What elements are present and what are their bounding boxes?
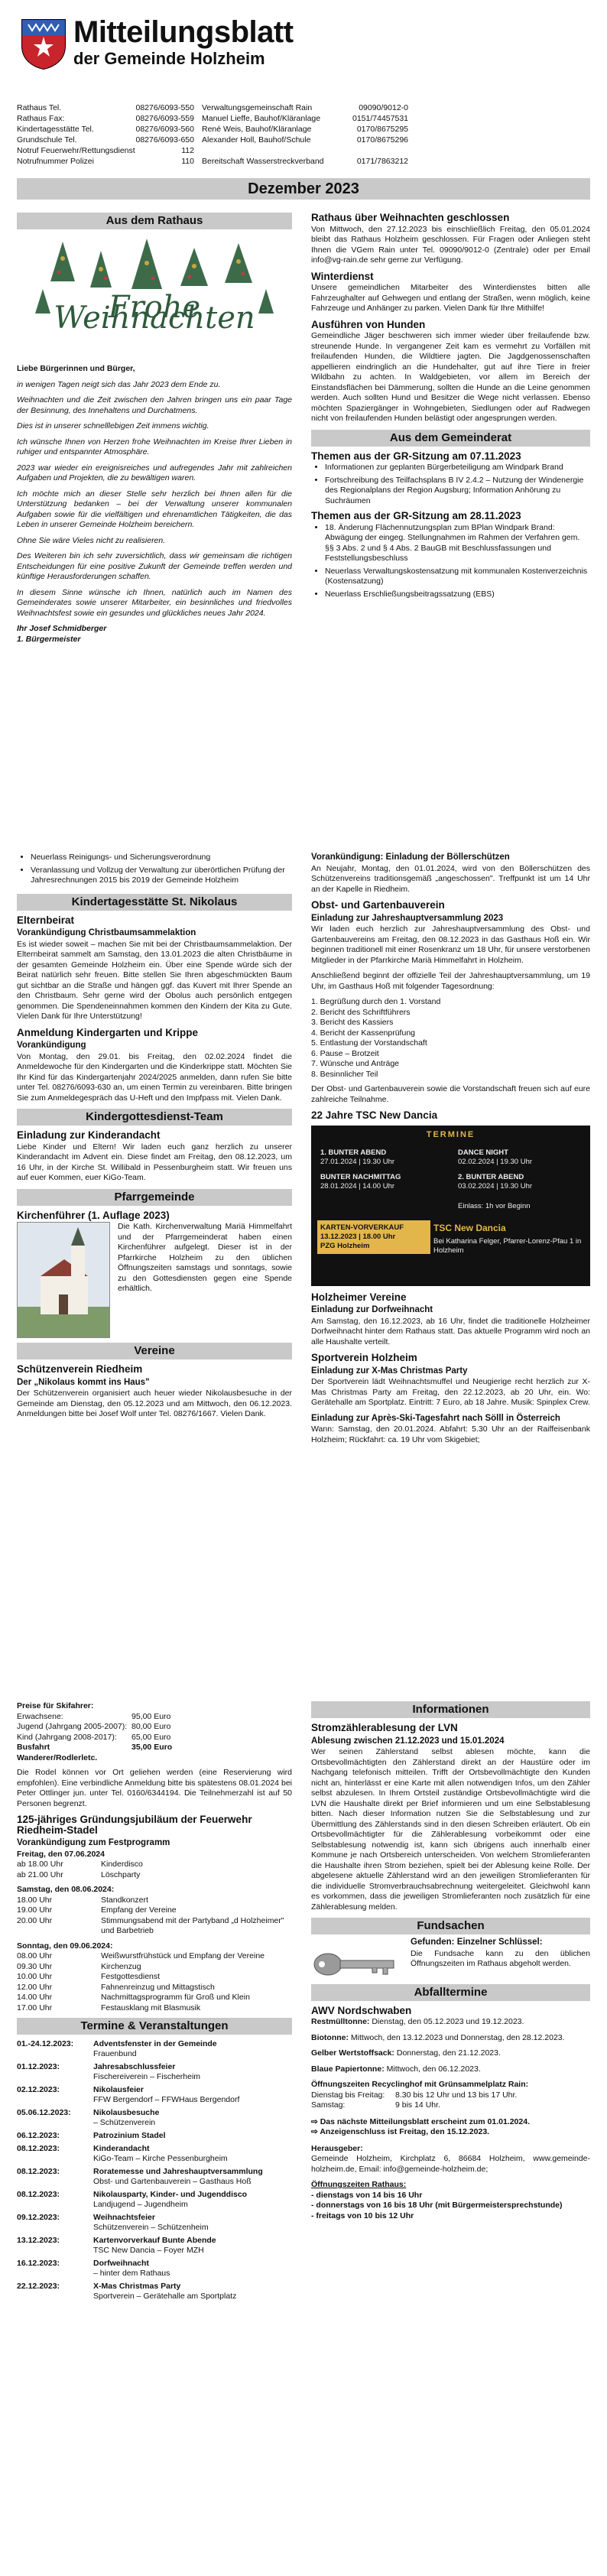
poster-club: TSC New Dancia [433,1222,506,1233]
subsection-title: Einladung zur Après-Ski-Tagesfahrt nach Sölll in Österreich [311,1413,560,1423]
event-row: 05.06.12.2023: Nikolausbesuche – Schützenverein [17,2108,160,2127]
event-row: 08.12.2023: Kinderandacht KiGo-Team – Kirche Pessenburgheim [17,2144,228,2163]
agenda-item: 3. Bericht des Kassiers [311,1018,394,1027]
program-row: 17.00 Uhr Festausklang mit Blasmusik [17,2003,201,2012]
church-guide-image [17,1222,110,1338]
program-row: 10.00 Uhr Festgottesdienst [17,1972,161,1981]
greeting-image-text: Frohe Weihnachten [54,290,255,336]
poster-event-date: 28.01.2024 | 14.00 Uhr [320,1181,395,1191]
hours-row: - donnerstags von 16 bis 18 Uhr (mit Bürgermeistersprechstunde) [311,2201,563,2210]
subsection-title: Einladung zur X-Mas Christmas Party [311,1366,468,1376]
recycling-heading: Öffnungszeiten Recyclinghof mit Grünsammelplatz Rain: [311,2080,529,2089]
section-heading: Fundsachen [311,1918,590,1934]
signature-title: 1. Bürgermeister [17,634,81,644]
subsection-title: Gefunden: Einzelner Schlüssel: [411,1938,543,1947]
section-title: Einladung zur Kinderandacht [17,1129,161,1141]
hours-heading: Öffnungszeiten Rathaus: [311,2180,407,2189]
contact-row: Rathaus Tel. 08276/6093-550 [17,103,194,112]
month-banner: Dezember 2023 [17,178,590,200]
program-day: Sonntag, den 09.06.2024: [17,1941,113,1951]
contact-row: Rathaus Fax: 08276/6093-559 [17,114,194,123]
subsection-title: Vorankündigung zum Festprogramm [17,1838,170,1847]
signature: Ihr Josef Schmidberger [17,624,107,633]
paragraph: Liebe Kinder und Eltern! Wir laden euch ganz herzlich zu unserer Kinderandacht im Advent ein. Diese findet am Freitag, den 08.12.2023, um 16 Uhr, in der Kirche St. Willibald in Pessenburgheim statt. Wir freuen uns auf euer Kommen, euer KiGo-Team. [17,1142,292,1182]
salutation: Liebe Bürgerinnen und Bürger, [17,364,135,373]
hours-row: - dienstags von 14 bis 16 Uhr [311,2190,423,2200]
letter-paragraph: 2023 war wieder ein ereignisreiches und aufregendes Jahr mit zahlreichen Aufgaben und Projekten, die zu bewältigen waren. [17,463,292,482]
poster-event-date: 27.01.2024 | 19.30 Uhr [320,1157,395,1166]
section-title: Themen aus der GR-Sitzung am 28.11.2023 [311,510,521,521]
section-title: 22 Jahre TSC New Dancia [311,1109,438,1121]
section-title: Ausführen von Hunden [311,318,426,330]
contact-row: Verwaltungsgemeinschaft Rain 09090/9012-0 [202,103,408,112]
poster-event: 2. BUNTER ABEND [458,1172,524,1181]
section-title: Winterdienst [311,270,374,282]
program-row: 08.00 Uhr Weißwurstfrühstück und Empfang der Vereine [17,1951,265,1960]
section-heading: Aus dem Gemeinderat [311,430,590,447]
event-row: 16.12.2023: Dorfweihnacht – hinter dem Rathaus [17,2259,170,2278]
agenda-item: 5. Entlastung der Vorstandschaft [311,1038,427,1048]
paragraph: Unsere gemeindlichen Mitarbeiter des Winterdienstes bitten alle Fahrzeughalter auf Gehwegen und entlang der Straßen, wenn möglich, keine Fahrzeuge und Anhänger zu parken. Vielen Dank für Ihre Mithilfe! [311,283,590,313]
price-row: Kind (Jahrgang 2008-2017): 65,00 Euro [17,1732,171,1742]
section-title: Elternbeirat [17,914,75,926]
program-day: Samstag, den 08.06.2024: [17,1885,115,1894]
waste-row: Biotonne: Mittwoch, den 13.12.2023 und Donnerstag, den 28.12.2023. [311,2032,565,2042]
program-row: ab 18.00 Uhr Kinderdisco [17,1860,143,1869]
section-title: Rathaus über Weihnachten geschlossen [311,212,510,223]
paragraph: Der Schützenverein organisiert auch heuer wieder Nikolausbesuche in der Gemeinde am Dienstag, den 05.12.2023 und am Mittwoch, den 06.12.2023. Anmeldungen bitte bei Josef Wolf unter Tel. 08276/1667. Vielen Dank. [17,1389,292,1418]
section-heading: Vereine [17,1343,292,1359]
subsection-title: Ablesung zwischen 21.12.2023 und 15.01.2024 [311,1736,505,1746]
contact-row: Notrufnummer Polizei 110 [17,157,194,166]
contact-row: René Weis, Bauhof/Kläranlage 0170/8675295 [202,125,408,134]
deadline-note: ⇨ Anzeigenschluss ist Freitag, den 15.12.2023. [311,2127,490,2136]
paragraph: Die Fundsache kann zu den üblichen Öffnungszeiten im Rathaus abgeholt werden. [411,1948,590,1968]
section-title: Obst- und Gartenbauverein [311,899,445,911]
next-issue-note: ⇨ Das nächste Mitteilungsblatt erscheint zum 01.01.2024. [311,2116,530,2126]
event-row: 08.12.2023: Nikolausparty, Kinder- und Jugenddisco Landjugend – Jugendheim [17,2190,248,2209]
subsection-title: Vorankündigung Christbaumsammelaktion [17,928,196,937]
poster-event-date: 03.02.2024 | 19.30 Uhr [458,1181,533,1191]
poster-presale-date: 13.12.2023 | 18.00 Uhr [320,1232,396,1241]
event-row: 06.12.2023: Patrozinium Stadel [17,2131,166,2140]
section-title: Holzheimer Vereine [311,1291,407,1303]
letter-paragraph: Weihnachten und die Zeit zwischen den Jahren bringen uns ein paar Tage der Besinnung, des Innehaltens und Durchatmens. [17,395,292,415]
section-title: Stromzählerablesung der LVN [311,1722,458,1733]
publication-title: Mitteilungsblatt [73,15,294,49]
rathaus-column [17,213,292,645]
paragraph: Wir laden euch herzlich zur Jahreshauptversammlung des Obst- und Gartenbauvereins am Freitag, den 08.12.2023 in das Gasthaus Hoß ein. Wir beginnen traditionell mit einer Rosenkranz um 18 Uhr, für unsere verstorbenen Mitglieder in der Pfarrkirche Mariä Himmelfahrt in Holzheim. [311,924,590,965]
list-item: • Informationen zur geplanten Bürgerbeteiligung am Windpark Brand [325,463,590,473]
section-heading: Kindertagesstätte St. Nikolaus [17,894,292,911]
list-item: • 18. Änderung Flächennutzungsplan zum BPlan Windpark Brand: Abwägung der eingeg. Stellungnahmen im Rahmen der Verfahren gem. §§ 3 Abs. 2 und § 4 Abs. 2 BauGB mit Beschlussfassungen und Feststellungsbeschluss [325,523,590,564]
letter-paragraph: Ich möchte mich an dieser Stelle sehr herzlich bei Ihnen allen für die Unterstützung bedanken – bei der Verwaltung unserer kommunalen Aufgaben sowie für die vielfältigen und ehrenamtlichen Tätigkeiten, die das Leben in unserer Gemeinde Holzheim bereichern. [17,489,292,529]
poster-presale-place: PZG Holzheim [320,1241,370,1250]
paragraph: Von Mittwoch, den 27.12.2023 bis einschließlich Freitag, den 05.01.2024 bleibt das Rathaus Holzheim geschlossen. Für Fragen oder Anliegen steht Ihnen die VGem Rain unter Tel. 09090/9012-0 (Zentrale) oder per Email info@vg-rain.de sehr gerne zur Verfügung. [311,224,590,265]
contacts-left [17,102,194,167]
poster-event: 1. BUNTER ABEND [320,1148,387,1157]
prices-heading: Preise für Skifahrer: [17,1701,94,1710]
agenda-item: 8. Besinnlicher Teil [311,1069,378,1079]
paragraph: Die Rodel können vor Ort geliehen werden (eine Reservierung wird empfohlen). Eine verbindliche Anmeldung bitte bis spätestens 08.01.2024 bei Peter Ottlinger jun. unter Tel. 0160/6344194. Die Teilnehmerzahl ist auf 50 Personen begrenzt. [17,1768,292,1808]
page2-right-column [311,853,590,1450]
coat-of-arms-icon [21,18,67,70]
section-title: 125-jähriges Gründungsjubiläum der Feuerwehr Riedheim-Stadel [17,1814,252,1836]
program-row: 12.00 Uhr Fahnenreinzug und Mittagstisch [17,1982,215,1992]
arrow-icon: ⇨ [311,2116,320,2126]
agenda-item: 1. Begrüßung durch den 1. Vorstand [311,997,441,1006]
contact-row: Manuel Lieffe, Bauhof/Kläranlage 0151/74457531 [202,114,408,123]
program-row: 20.00 Uhr Stimmungsabend mit der Partyband „d Holzheimer" und Barbetrieb [17,1915,284,1935]
subsection-title: Einladung zur Jahreshauptversammlung 2023 [311,913,504,923]
program-row: 14.00 Uhr Nachmittagsprogramm für Groß und Klein [17,1993,250,2002]
list-item: • Fortschreibung des Teilfachsplans B IV 2.4.2 – Nutzung der Windenergie des Regionalplans der Region Augsburg; Information Anhörung zu Suchräumen [325,476,590,507]
price-row: Erwachsene: 95,00 Euro [17,1711,171,1721]
recycling-row: Dienstag bis Freitag: 8.30 bis 12 Uhr und 13 bis 17 Uhr. [311,2090,518,2100]
list-item: • Neuerlass Reinigungs- und Sicherungsverordnung [31,853,292,863]
agenda-item: 2. Bericht des Schriftführers [311,1007,411,1017]
section-title: Schützenverein Riedheim [17,1363,143,1375]
paragraph: Wer seinen Zählerstand selbst ablesen möchte, kann die Ortsbevollmächtigten den Zählerstand direkt an der Haustüre oder im Nachgang telefonisch mitteilen. Trifft der Ortsbevollmächtigte den Kunden nicht an, hinterlässt er eine Karte mit allen notwendigen Infos, um den Zähler selbst abzulesen. In Ihrem Ortsteil zuständige Ortsbevollmächtigte wird die LVN die Haushalte direkt per Brief informieren und um eine Selbstablesung bitten. Nach dieser Information nutzen Sie die Selbstablesung und zur Übermittlung des Zählerstands sind in den diesen Schreiben erläutert. Ob ein Ortsbevollmächtigter für die Zählerablesung vorbeikommt oder eine Selbstablesung notwendig ist, kann sich übrigens auch innerhalb einer Kommune je nach Ortsbereich unterscheiden. Von welchem Stromlieferanten die Haushalte ihren Strom beziehen, spielt bei der Ablesung keine Rolle. Der abgelesene aktuelle Zählerstand wird an den jeweiligen Stromlieferanten für die individuelle Stromverbrauchsabrechnung weitergeleitet. Gleichwohl kann es vorkommen, dass die jeweiligen Stromlieferanten noch zusätzlich für eine Zählerablesung melden. [311,1747,590,1912]
recycling-row: Samstag: 9 bis 14 Uhr. [311,2100,440,2110]
paragraph: Wann: Samstag, den 20.01.2024. Abfahrt: 5.30 Uhr an der Raiffeisenbank Holzheim; Rückfahrt: ca. 19 Uhr vom Skigebiet; [311,1424,590,1444]
subsection-title: Vorankündigung: Einladung der Böllerschützen [311,853,510,862]
event-row: 02.12.2023: Nikolausfeier FFW Bergendorf – FFWHaus Bergendorf [17,2085,240,2104]
hours-row: - freitags von 10 bis 12 Uhr [311,2211,414,2220]
subsection-title: Einladung zur Dorfweihnacht [311,1305,433,1314]
poster-title: TERMINE [426,1129,476,1139]
poster-contact: Bei Katharina Felger, Pfarrer-Lorenz-Pfau 1 in Holzheim [433,1236,582,1255]
section-heading: Aus dem Rathaus [17,213,292,229]
program-row: 09.30 Uhr Kirchenzug [17,1961,141,1971]
arrow-icon: ⇨ [311,2127,320,2136]
section-heading: Termine & Veranstaltungen [17,2018,292,2035]
letter-paragraph: In diesem Sinne wünsche ich Ihnen, natürlich auch im Namen des Gemeinderates sowie unserer Mitarbeiter, ein besinnliches und friedvolles Weihnachtsfest sowie ein gesundes und glückliches neues Jahr 2024. [17,587,292,618]
section-heading: Abfalltermine [311,1984,590,2001]
program-row: 19.00 Uhr Empfang der Vereine [17,1905,177,1915]
poster-event: BUNTER NACHMITTAG [320,1172,401,1181]
agenda-item: 6. Pause – Brotzeit [311,1048,379,1058]
poster-event-date: 02.02.2024 | 19.30 Uhr [458,1157,533,1166]
letter-paragraph: in wenigen Tagen neigt sich das Jahr 2023 dem Ende zu. [17,379,221,389]
section-title: Anmeldung Kindergarten und Krippe [17,1026,199,1038]
event-row: 13.12.2023: Kartenvorverkauf Bunte Abende TSC New Dancia – Foyer MZH [17,2236,216,2255]
agenda-list [311,997,590,1080]
letter-paragraph: Ich wünsche Ihnen von Herzen frohe Weihnachten im Kreise Ihrer Lieben in ruhiger und entspannter Atmosphäre. [17,437,292,456]
poster-event: DANCE NIGHT [458,1148,508,1157]
poster-note: Einlass: 1h vor Beginn [458,1201,531,1210]
event-row: 08.12.2023: Roratemesse und Jahreshauptversammlung Obst- und Gartenbauverein – Gasthaus Hoß [17,2167,263,2186]
page3-right-column [311,1701,590,2221]
publisher-text: Gemeinde Holzheim, Kirchplatz 6, 86684 Holzheim, www.gemeinde-holzheim.de, Email: info@gemeinde-holzheim.de; [311,2154,590,2174]
price-row: Jugend (Jahrgang 2005-2007): 80,00 Euro [17,1722,171,1731]
paragraph: Die Kath. Kirchenverwaltung Mariä Himmelfahrt und der Pfarrgemeinderat haben einen Kirchenführer aufgelegt. Dieser ist in der Pfarrkirche Holzheim zu den üblichen Öffnungszeiten samstags und sonntags, sowie zu den Gottesdiensten gegen eine Spende erhältlich. [118,1222,292,1293]
info-column [311,213,590,604]
section-title: Sportverein Holzheim [311,1352,417,1363]
event-row: 01.12.2023: Jahresabschlussfeier Fischereiverein – Fischerheim [17,2062,201,2081]
publication-subtitle: der Gemeinde Holzheim [73,49,265,68]
section-title: Themen aus der GR-Sitzung am 07.11.2023 [311,450,521,462]
paragraph: Es ist wieder soweit – machen Sie mit bei der Christbaumsammelaktion. Der Elternbeirat sammelt am Samstag, den 13.01.2023 die alten Christbäume in der gesamten Gemeinde Holzheim ein. Über eine Spende würde sich der Beirat natürlich sehr freuen. Bitte stellen Sie Ihren abgeschmückten Baum gut sichtbar an die Straße und hängen ggf. das Kuvert mit Ihrer Spende an den Christbaum. Sehr gerne wird der Obolus auch persönlich entgegen genommen. Die Spendeneinnahmen kommen den Kindern der Kita zu Gute. Vielen Dank für Ihre Unterstützung! [17,939,292,1021]
event-row: 22.12.2023: X-Mas Christmas Party Sportverein – Gerätehalle am Sportplatz [17,2282,237,2301]
contact-row: Kindertagesstätte Tel. 08276/6093-560 [17,125,194,134]
paragraph: An Neujahr, Montag, den 01.01.2024, wird von den Böllerschützen des Schützenvereins traditionsgemäß „angeschossen". Treffpunkt ist um 14 Uhr an der Kapelle in Riedheim. [311,863,590,894]
publisher-heading: Herausgeber: [311,2143,363,2153]
list-item: • Veranlassung und Vollzug der Verwaltung zur überörtlichen Prüfung der Jahresrechnungen 2015 bis 2019 der Gemeinde Holzheim [31,866,292,886]
paragraph: Von Montag, den 29.01. bis Freitag, den 02.02.2024 findet die Anmeldewoche für den Kindergarten und die Kinderkrippe statt. Möchten Sie Ihr Kind für das Kindergartenjahr 2024/2025 anmelden, dann rufen Sie bitte unter Tel. 08276/6093-630 an, um einen Termin zu vereinbaren. Bitte bringen Sie zum Anmeldegespräch das U-Heft und den Impfpass mit. Vielen Dank. [17,1051,292,1103]
letter-paragraph: Ohne Sie wäre Vieles nicht zu realisieren. [17,535,166,545]
key-icon [311,1949,403,1980]
price-row: Busfahrt Wanderer/Rodlerletc. 35,00 Euro [17,1743,173,1762]
paragraph: Anschließend beginnt der offizielle Teil der Jahreshauptversammlung, um 19 Uhr, im Gasthaus Hoß mit folgender Tagesordnung: [311,971,590,991]
section-heading: Pfarrgemeinde [17,1189,292,1206]
page2-left-column [17,853,292,1425]
waste-row: Restmülltonne: Dienstag, den 05.12.2023 und 19.12.2023. [311,2017,524,2026]
contact-row: Grundschule Tel. 08276/6093-650 [17,135,194,145]
event-row: 01.-24.12.2023: Adventsfenster in der Gemeinde Frauenbund [17,2039,217,2058]
program-day: Freitag, den 07.06.2024 [17,1849,105,1859]
poster-presale: KARTEN-VORVERKAUF [320,1223,404,1232]
list-item: • Neuerlass Verwaltungskostensatzung mit kommunalen Kostenverzeichnis (Kostensatzung) [325,567,590,587]
letter-paragraph: Dies ist in unserer schnelllebigen Zeit immens wichtig. [17,421,209,430]
list-item: • Neuerlass Erschließungsbeitragssatzung (EBS) [325,590,590,600]
contact-row: Notruf Feuerwehr/Rettungsdienst 112 [17,146,194,155]
paragraph: Am Samstag, den 16.12.2023, ab 16 Uhr, findet die traditionelle Holzheimer Dorfweihnacht hinter dem Rathaus statt. Das aktuelle Programm wird noch an alle Haushalte verteilt. [311,1316,590,1346]
section-heading: Informationen [311,1701,590,1718]
contact-row [202,145,408,156]
subsection-title: Vorankündigung [17,1041,86,1050]
paragraph: Der Obst- und Gartenbauverein sowie die Vorstandschaft freuen sich auf eure zahlreiche Teilnahme. [311,1084,590,1104]
section-title: AWV Nordschwaben [311,2004,412,2016]
section-heading: Kindergottesdienst-Team [17,1109,292,1126]
section-title: Kirchenführer (1. Auflage 2023) [17,1209,170,1221]
contacts-right [202,102,408,167]
agenda-item: 4. Bericht der Kassenprüfung [311,1028,415,1038]
christmas-greeting-image [17,236,292,358]
waste-row: Gelber Wertstoffsack: Donnerstag, den 21.12.2023. [311,2048,501,2058]
agenda-item: 7. Wünsche und Anträge [311,1059,399,1068]
page3-left-column [17,1701,292,2305]
program-row: 18.00 Uhr Standkonzert [17,1895,148,1905]
contact-row: Bereitschaft Wasserstreckverband 0171/7863212 [202,157,408,166]
subsection-title: Der „Nikolaus kommt ins Haus" [17,1377,150,1387]
paragraph: Gemeindliche Jäger beschweren sich immer wieder über freilaufende bzw. streunende Hunde. In vergangener Zeit kam es vermehrt zu Vorfällen mit freilaufenden Hunden, die Wildtiere jagten. Die Jagdgenossenschaften appellieren eindringlich an die Hundehalter, gut auf ihre Tiere in freier Wildbahn zu achten. In Waldgebieten, vor allem im Bereich der Einstandsflächen bei Dämmerung, sollten die Hunde an die Leine genommen werden. Auch sollten Hund und Besitzer die Wege nicht verlassen. Ebenso möchten Spaziergänger in Wohngebieten, Siedlungen oder auf Radwegen nicht von freilaufenden Hunden belästigt oder angesprungen werden. [311,331,590,423]
program-row: ab 21.00 Uhr Löschparty [17,1869,141,1879]
paragraph: Der Sportverein lädt Weihnachtsmuffel und Neugierige recht herzlich zur X-Mas Christmas Party am Freitag, den 22.12.2023, ab 20 Uhr, ein. Wo: Gerätehalle am Sportplatz. Eintritt: 7 Euro, ab 18 Jahre. Musik: Spinplex Crew. [311,1377,590,1407]
waste-row: Blaue Papiertonne: Mittwoch, den 06.12.2023. [311,2064,481,2074]
letter-paragraph: Des Weiteren bin ich sehr zuversichtlich, dass wir gemeinsam die richtigen Entscheidungen für eine positive Zukunft der Gemeinde treffen werden und künftige Herausforderungen schaffen. [17,551,292,581]
tsc-event-poster [311,1126,590,1286]
contact-row: Alexander Holl, Bauhof/Schule 0170/8675296 [202,135,408,145]
event-row: 09.12.2023: Weihnachtsfeier Schützenverein – Schützenheim [17,2213,209,2232]
